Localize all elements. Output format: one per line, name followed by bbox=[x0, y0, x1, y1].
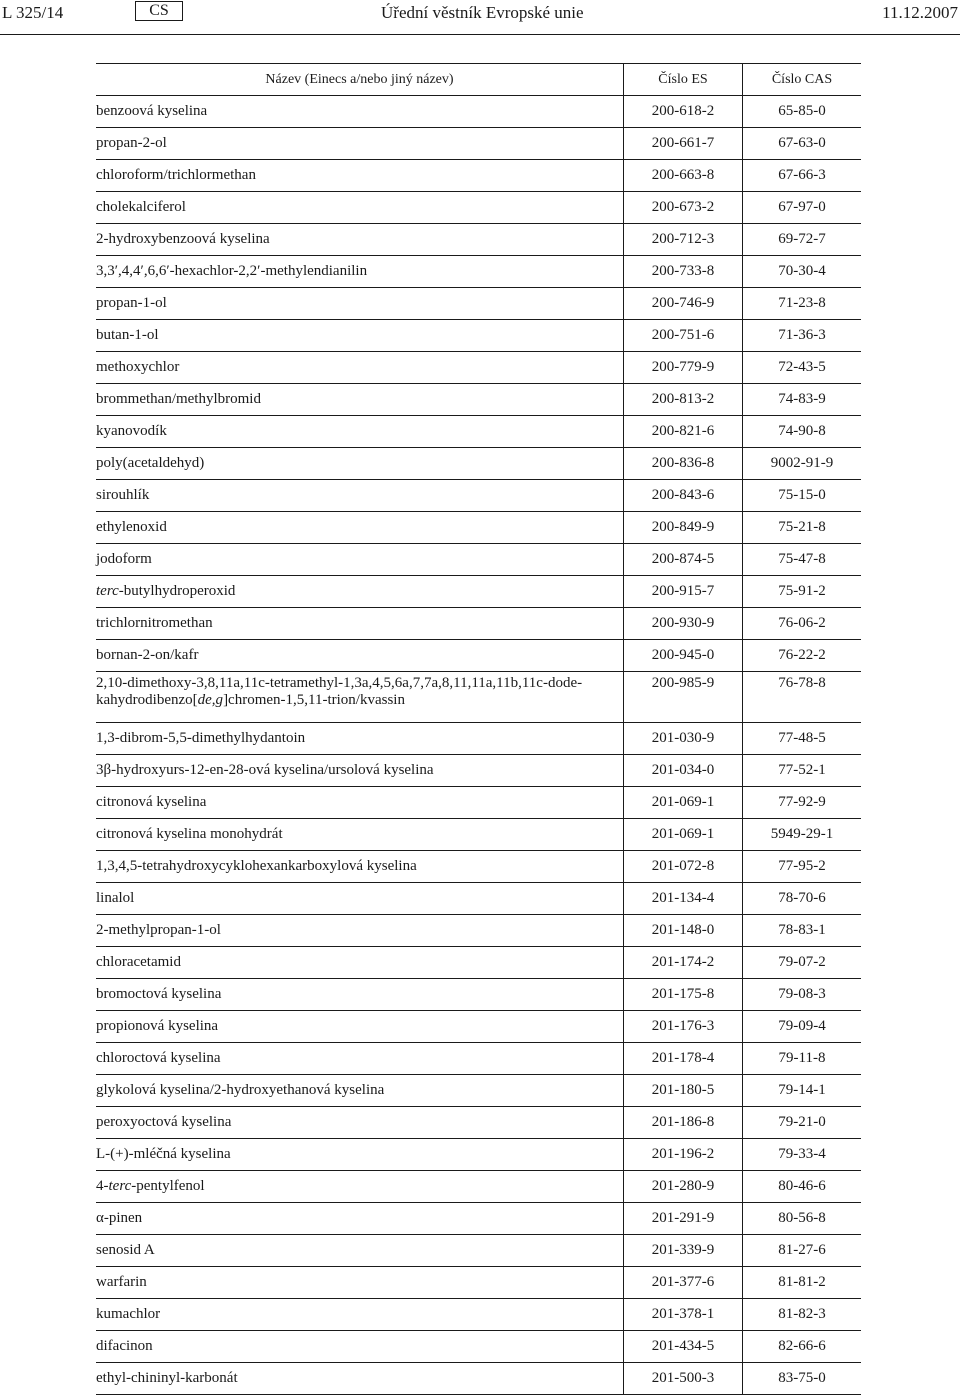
substance-name-rest: -pentylfenol bbox=[131, 1178, 205, 1194]
ec-number: 200-663-8 bbox=[624, 160, 743, 192]
substance-name: difacinon bbox=[96, 1331, 624, 1363]
ec-number: 200-930-9 bbox=[624, 608, 743, 640]
cas-number: 71-36-3 bbox=[743, 320, 862, 352]
ec-number: 200-661-7 bbox=[624, 128, 743, 160]
cas-number: 81-81-2 bbox=[743, 1267, 862, 1299]
ec-number: 200-751-6 bbox=[624, 320, 743, 352]
ec-number: 200-746-9 bbox=[624, 288, 743, 320]
ec-number: 200-874-5 bbox=[624, 544, 743, 576]
column-header-cas-number: Číslo CAS bbox=[743, 64, 862, 96]
ec-number: 201-176-3 bbox=[624, 1011, 743, 1043]
table-row bbox=[96, 755, 861, 787]
ec-number: 201-175-8 bbox=[624, 979, 743, 1011]
substance-name: citronová kyselina bbox=[96, 787, 624, 819]
table-row bbox=[96, 608, 861, 640]
substance-name: glykolová kyselina/2-hydroxyethanová kyselina bbox=[96, 1075, 624, 1107]
table-row bbox=[96, 512, 861, 544]
table-row bbox=[96, 787, 861, 819]
substance-name: brommethan/methylbromid bbox=[96, 384, 624, 416]
ec-number: 201-174-2 bbox=[624, 947, 743, 979]
substance-name: bornan-2-on/kafr bbox=[96, 640, 624, 672]
substance-name bbox=[96, 576, 624, 608]
ec-number: 200-843-6 bbox=[624, 480, 743, 512]
ec-number: 201-378-1 bbox=[624, 1299, 743, 1331]
ec-number: 200-733-8 bbox=[624, 256, 743, 288]
table-row bbox=[96, 160, 861, 192]
ec-number: 200-849-9 bbox=[624, 512, 743, 544]
table-row bbox=[96, 352, 861, 384]
table-row bbox=[96, 416, 861, 448]
cas-number: 79-21-0 bbox=[743, 1107, 862, 1139]
column-header-name: Název (Einecs a/nebo jiný název) bbox=[96, 64, 624, 96]
substance-name-pre: 4- bbox=[96, 1178, 109, 1194]
ec-number: 200-836-8 bbox=[624, 448, 743, 480]
table-row bbox=[96, 448, 861, 480]
cas-number: 76-06-2 bbox=[743, 608, 862, 640]
table-row bbox=[96, 1043, 861, 1075]
substance-name: kumachlor bbox=[96, 1299, 624, 1331]
page-header bbox=[0, 0, 960, 28]
cas-number: 78-70-6 bbox=[743, 883, 862, 915]
table-row bbox=[96, 128, 861, 160]
page-reference: L 325/14 bbox=[2, 3, 64, 22]
cas-number: 81-27-6 bbox=[743, 1235, 862, 1267]
table-row bbox=[96, 480, 861, 512]
cas-number: 67-63-0 bbox=[743, 128, 862, 160]
substance-name: sirouhlík bbox=[96, 480, 624, 512]
substance-name-line2-italic: de,g bbox=[197, 692, 224, 708]
substance-name: 2-hydroxybenzoová kyselina bbox=[96, 224, 624, 256]
substance-name: 1,3-dibrom-5,5-dimethylhydantoin bbox=[96, 723, 624, 755]
table-row bbox=[96, 1299, 861, 1331]
substance-name: senosid A bbox=[96, 1235, 624, 1267]
cas-number: 80-56-8 bbox=[743, 1203, 862, 1235]
substance-name-rest: -butylhydroperoxid bbox=[118, 583, 236, 599]
cas-number: 79-09-4 bbox=[743, 1011, 862, 1043]
substance-name: propan-1-ol bbox=[96, 288, 624, 320]
ec-number: 201-280-9 bbox=[624, 1171, 743, 1203]
cas-number: 77-48-5 bbox=[743, 723, 862, 755]
substance-name: chloracetamid bbox=[96, 947, 624, 979]
table-row bbox=[96, 819, 861, 851]
language-badge: CS bbox=[135, 1, 183, 21]
ec-number: 201-148-0 bbox=[624, 915, 743, 947]
substance-name-line1: 2,10-dimethoxy-3,8,11a,11c-tetramethyl-1,3a,4,5,6a,7,7a,8,11,11a,11b,11c-dode- bbox=[96, 675, 583, 691]
substance-name: kyanovodík bbox=[96, 416, 624, 448]
ec-number: 200-945-0 bbox=[624, 640, 743, 672]
cas-number: 79-14-1 bbox=[743, 1075, 862, 1107]
cas-number: 75-47-8 bbox=[743, 544, 862, 576]
header-divider bbox=[0, 34, 960, 35]
ec-number: 201-339-9 bbox=[624, 1235, 743, 1267]
table-row bbox=[96, 1075, 861, 1107]
substance-name: trichlornitromethan bbox=[96, 608, 624, 640]
cas-number: 81-82-3 bbox=[743, 1299, 862, 1331]
ec-number: 201-030-9 bbox=[624, 723, 743, 755]
ec-number: 200-915-7 bbox=[624, 576, 743, 608]
table-row bbox=[96, 576, 861, 608]
ec-number: 201-034-0 bbox=[624, 755, 743, 787]
ec-number: 200-673-2 bbox=[624, 192, 743, 224]
substance-name: benzoová kyselina bbox=[96, 96, 624, 128]
substance-name-line2-post: ]chromen-1,5,11-trion/kvassin bbox=[223, 692, 405, 708]
table-header-row bbox=[96, 64, 861, 96]
cas-number: 65-85-0 bbox=[743, 96, 862, 128]
table-row bbox=[96, 979, 861, 1011]
table-row bbox=[96, 1331, 861, 1363]
table-row bbox=[96, 915, 861, 947]
cas-number: 70-30-4 bbox=[743, 256, 862, 288]
substance-name bbox=[96, 672, 624, 723]
cas-number: 67-66-3 bbox=[743, 160, 862, 192]
substance-name: propionová kyselina bbox=[96, 1011, 624, 1043]
ec-number: 200-779-9 bbox=[624, 352, 743, 384]
table-row bbox=[96, 224, 861, 256]
table-row bbox=[96, 192, 861, 224]
substance-name: 3,3′,4,4′,6,6′-hexachlor-2,2′-methylendianilin bbox=[96, 256, 624, 288]
table-row bbox=[96, 288, 861, 320]
substance-name: butan-1-ol bbox=[96, 320, 624, 352]
substance-name: linalol bbox=[96, 883, 624, 915]
cas-number: 71-23-8 bbox=[743, 288, 862, 320]
table-row bbox=[96, 947, 861, 979]
ec-number: 201-434-5 bbox=[624, 1331, 743, 1363]
ec-number: 201-180-5 bbox=[624, 1075, 743, 1107]
table-row bbox=[96, 640, 861, 672]
table-row bbox=[96, 96, 861, 128]
ec-number: 201-377-6 bbox=[624, 1267, 743, 1299]
table-row bbox=[96, 883, 861, 915]
cas-number: 77-95-2 bbox=[743, 851, 862, 883]
substance-name: poly(acetaldehyd) bbox=[96, 448, 624, 480]
substance-name-italic: terc bbox=[96, 583, 119, 599]
cas-number: 9002-91-9 bbox=[743, 448, 862, 480]
substance-name: L-(+)-mléčná kyselina bbox=[96, 1139, 624, 1171]
substance-table bbox=[96, 63, 861, 1395]
cas-number: 77-52-1 bbox=[743, 755, 862, 787]
ec-number: 201-178-4 bbox=[624, 1043, 743, 1075]
cas-number: 69-72-7 bbox=[743, 224, 862, 256]
ec-number: 201-072-8 bbox=[624, 851, 743, 883]
ec-number: 200-618-2 bbox=[624, 96, 743, 128]
ec-number: 201-069-1 bbox=[624, 819, 743, 851]
substance-name: methoxychlor bbox=[96, 352, 624, 384]
substance-name: ethylenoxid bbox=[96, 512, 624, 544]
cas-number: 75-91-2 bbox=[743, 576, 862, 608]
table-row bbox=[96, 1107, 861, 1139]
ec-number: 201-186-8 bbox=[624, 1107, 743, 1139]
table-row bbox=[96, 723, 861, 755]
ec-number: 201-291-9 bbox=[624, 1203, 743, 1235]
cas-number: 79-07-2 bbox=[743, 947, 862, 979]
cas-number: 76-22-2 bbox=[743, 640, 862, 672]
cas-number: 5949-29-1 bbox=[743, 819, 862, 851]
substance-name: chloroctová kyselina bbox=[96, 1043, 624, 1075]
cas-number: 72-43-5 bbox=[743, 352, 862, 384]
cas-number: 77-92-9 bbox=[743, 787, 862, 819]
substance-name: peroxyoctová kyselina bbox=[96, 1107, 624, 1139]
cas-number: 74-90-8 bbox=[743, 416, 862, 448]
substance-name: warfarin bbox=[96, 1267, 624, 1299]
substance-name: 3β-hydroxyurs-12-en-28-ová kyselina/ursolová kyselina bbox=[96, 755, 624, 787]
ec-number: 201-069-1 bbox=[624, 787, 743, 819]
cas-number: 80-46-6 bbox=[743, 1171, 862, 1203]
table-row bbox=[96, 672, 861, 723]
substance-name-italic: terc bbox=[108, 1178, 132, 1194]
substance-name: bromoctová kyselina bbox=[96, 979, 624, 1011]
table-row bbox=[96, 320, 861, 352]
table-row bbox=[96, 1203, 861, 1235]
cas-number: 79-11-8 bbox=[743, 1043, 862, 1075]
table-row bbox=[96, 1267, 861, 1299]
ec-number: 200-712-3 bbox=[624, 224, 743, 256]
table-row bbox=[96, 256, 861, 288]
ec-number: 200-985-9 bbox=[624, 672, 743, 723]
ec-number: 201-500-3 bbox=[624, 1363, 743, 1395]
journal-title: Úřední věstník Evropské unie bbox=[381, 3, 584, 22]
cas-number: 83-75-0 bbox=[743, 1363, 862, 1395]
table-row bbox=[96, 1011, 861, 1043]
table-row bbox=[96, 1235, 861, 1267]
cas-number: 79-08-3 bbox=[743, 979, 862, 1011]
ec-number: 200-821-6 bbox=[624, 416, 743, 448]
substance-name: propan-2-ol bbox=[96, 128, 624, 160]
column-header-ec-number: Číslo ES bbox=[624, 64, 743, 96]
substance-name: chloroform/trichlormethan bbox=[96, 160, 624, 192]
substance-name bbox=[96, 1171, 624, 1203]
table-row bbox=[96, 384, 861, 416]
cas-number: 79-33-4 bbox=[743, 1139, 862, 1171]
table-row bbox=[96, 851, 861, 883]
substance-name: 2-methylpropan-1-ol bbox=[96, 915, 624, 947]
substance-name-line2-pre: kahydrodibenzo[ bbox=[96, 692, 198, 708]
cas-number: 76-78-8 bbox=[743, 672, 862, 723]
cas-number: 67-97-0 bbox=[743, 192, 862, 224]
publication-date: 11.12.2007 bbox=[882, 3, 958, 22]
table-row bbox=[96, 1171, 861, 1203]
table-row bbox=[96, 544, 861, 576]
substance-name: 1,3,4,5-tetrahydroxycyklohexankarboxylová kyselina bbox=[96, 851, 624, 883]
cas-number: 78-83-1 bbox=[743, 915, 862, 947]
cas-number: 75-15-0 bbox=[743, 480, 862, 512]
cas-number: 82-66-6 bbox=[743, 1331, 862, 1363]
substance-name: ethyl-chininyl-karbonát bbox=[96, 1363, 624, 1395]
substance-name: cholekalciferol bbox=[96, 192, 624, 224]
substance-name: citronová kyselina monohydrát bbox=[96, 819, 624, 851]
cas-number: 74-83-9 bbox=[743, 384, 862, 416]
substance-name: jodoform bbox=[96, 544, 624, 576]
substance-name: α-pinen bbox=[96, 1203, 624, 1235]
ec-number: 201-134-4 bbox=[624, 883, 743, 915]
table-row bbox=[96, 1363, 861, 1395]
cas-number: 75-21-8 bbox=[743, 512, 862, 544]
ec-number: 201-196-2 bbox=[624, 1139, 743, 1171]
table-row bbox=[96, 1139, 861, 1171]
ec-number: 200-813-2 bbox=[624, 384, 743, 416]
